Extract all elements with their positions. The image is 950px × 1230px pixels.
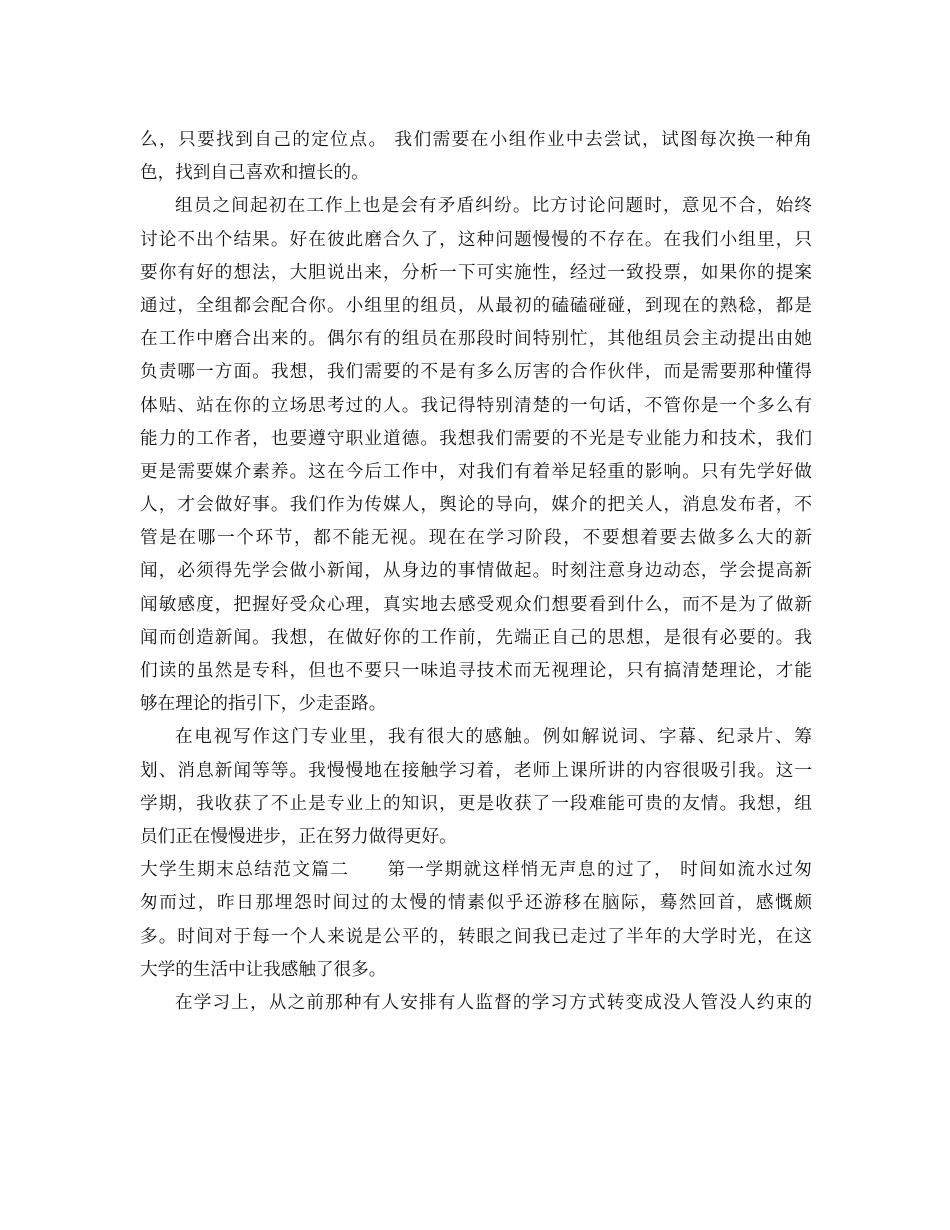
text-line: 更是需要媒介素养。这在今后工作中，对我们有着举足轻重的影响。只有先学好做 — [140, 461, 812, 482]
text-line: 色，找到自己喜欢和擅长的。 — [140, 163, 369, 184]
text-line: 闻，必须得先学会做小新闻，从身边的事情做起。时刻注意身边动态，学会提高新 — [140, 561, 812, 582]
text-line: 负责哪一方面。我想，我们需要的不是有多么厉害的合作伙伴，而是需要那种懂得 — [140, 362, 812, 383]
text-line: 够在理论的指引下，少走歪路。 — [140, 694, 387, 715]
text-line: 在电视写作这门专业里，我有很大的感触。例如解说词、字幕、纪录片、筹 — [175, 727, 812, 748]
text-line: 们读的虽然是专科，但也不要只一味追寻技术而无视理论，只有搞清楚理论，才能 — [140, 661, 812, 681]
text-line: 大学的生活中让我感触了很多。 — [140, 959, 387, 980]
text-line: 组员之间起初在工作上也是会有矛盾纠纷。比方讨论问题时，意见不合，始终 — [175, 196, 812, 217]
text-line: 人，才会做好事。我们作为传媒人，舆论的导向，媒介的把关人，消息发布者，不 — [140, 495, 812, 516]
document-body — [140, 124, 812, 1020]
text-line: 讨论不出个结果。好在彼此磨合久了，这种问题慢慢的不存在。在我们小组里，只 — [140, 229, 812, 250]
text-line: 匆而过，昨日那埋怨时间过的太慢的情素似乎还游移在脑际，蓦然回首，感慨颇 — [140, 893, 812, 914]
text-line: 员们正在慢慢进步，正在努力做得更好。 — [140, 826, 457, 847]
text-line: 要你有好的想法，大胆说出来，分析一下可实施性，经过一致投票，如果你的提案 — [140, 262, 812, 283]
text-line: 闻而创造新闻。我想，在做好你的工作前，先端正自己的思想，是很有必要的。我 — [140, 627, 812, 648]
text-line: 管是在哪一个环节，都不能无视。现在在学习阶段，不要想着要去做多么大的新 — [140, 528, 812, 549]
text-line: 闻敏感度，把握好受众心理，真实地去感受观众们想要看到什么，而不是为了做新 — [140, 594, 812, 615]
text-line: 划、消息新闻等等。我慢慢地在接触学习着，老师上课所讲的内容很吸引我。这一 — [140, 760, 812, 781]
text-line: 多。时间对于每一个人来说是公平的，转眼之间我已走过了半年的大学时光，在这 — [140, 926, 812, 947]
text-line: 体贴、站在你的立场思考过的人。我记得特别清楚的一句话，不管你是一个多么有 — [140, 395, 812, 416]
text-line: 么，只要找到自己的定位点。 我们需要在小组作业中去尝试，试图每次换一种角 — [140, 130, 812, 150]
text-line: 在工作中磨合出来的。偶尔有的组员在那段时间特别忙，其他组员会主动提出由她 — [140, 329, 812, 350]
text-line: 通过，全组都会配合你。小组里的组员，从最初的磕磕碰碰，到现在的熟稔，都是 — [140, 295, 812, 316]
text-line: 大学生期末总结范文篇二 第一学期就这样悄无声息的过了， 时间如流水过匆 — [140, 860, 812, 881]
text-line: 在学习上，从之前那种有人安排有人监督的学习方式转变成没人管没人约束的 — [175, 992, 812, 1013]
text-line: 能力的工作者，也要遵守职业道德。我想我们需要的不光是专业能力和技术，我们 — [140, 428, 812, 449]
text-line: 学期，我收获了不止是专业上的知识，更是收获了一段难能可贵的友情。我想，组 — [140, 793, 812, 814]
